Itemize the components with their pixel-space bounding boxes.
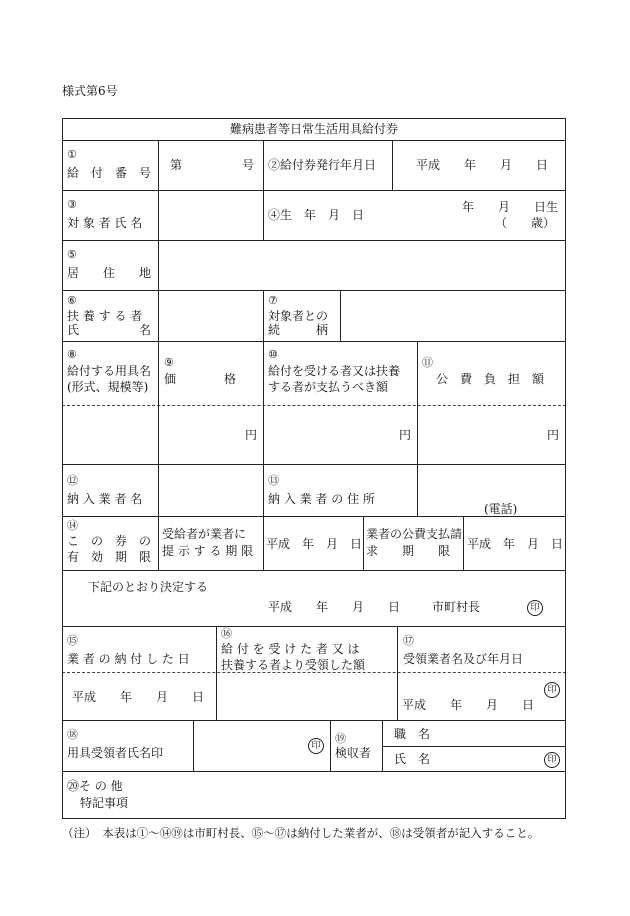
validity-label-2: 有 効 期 限 [67, 550, 152, 564]
rule [62, 118, 566, 119]
dashed-rule [62, 405, 566, 406]
field-number: ⑤ [67, 248, 77, 261]
rule [463, 516, 464, 571]
footnote: （注） 本表は①～⑭⑲は市町村長、⑮～⑰は納付した業者が、⑱は受領者が記入すること。 [62, 826, 540, 840]
claim-deadline-label-2: 求 期 限 [366, 544, 451, 558]
rule [158, 516, 159, 571]
rule [62, 720, 566, 721]
rule [382, 746, 566, 747]
special-notes-label: 特記事項 [80, 796, 129, 810]
received-amount-label: 給 付 を 受 け た 者 又 は [221, 642, 360, 656]
relationship-label: 対象者との [268, 309, 329, 323]
rule [330, 720, 331, 772]
rule [62, 190, 566, 191]
public-burden-label: 公 費 負 担 額 [436, 372, 545, 386]
seal-icon: 印 [544, 682, 560, 698]
issue-date-label: ②給付券発行年月日 [268, 158, 377, 172]
dob-value: 年 月 日生 [462, 200, 559, 214]
rule [62, 818, 566, 819]
claim-deadline-label: 業者の公費支払請 [366, 527, 463, 541]
present-deadline-label-2: 提 示 す る 期 限 [162, 544, 254, 558]
field-number: ⑧ [67, 348, 77, 361]
field-number: ⑨ [164, 356, 174, 369]
supporter-label: 扶 養 す る 者 [67, 309, 143, 323]
residence-label: 居 住 地 [67, 266, 152, 280]
dob-label: ④生 年 月 日 [268, 208, 365, 222]
rule [340, 290, 341, 342]
rule [62, 118, 63, 819]
seal-icon: 印 [308, 738, 324, 754]
other-text: そ の 他 [79, 779, 123, 793]
rule [62, 626, 566, 627]
validity-label: こ の 券 の [67, 534, 152, 548]
rule [193, 720, 194, 772]
phone-label: (電話) [484, 502, 518, 516]
delivery-date-value: 平成 年 月 日 [72, 690, 205, 704]
post-label: 職 名 [394, 727, 431, 741]
payable-label: 給付を受ける者又は扶養 [268, 364, 401, 378]
field-number: ① [67, 148, 77, 161]
rule [62, 570, 566, 571]
rule [158, 290, 159, 517]
item-name-label: 給付する用具名 [67, 364, 152, 378]
rule [263, 516, 264, 571]
field-number: ⑯ [221, 627, 232, 640]
rule [392, 140, 393, 191]
rule [158, 240, 159, 291]
field-number: ③ [67, 198, 77, 211]
field-number: ⑳ [67, 779, 80, 793]
form-title: 難病患者等日常生活用具給付券 [229, 122, 398, 136]
rule [62, 771, 566, 772]
name-label: 氏 名 [394, 752, 431, 766]
seal-icon: 印 [544, 752, 560, 768]
rule [216, 626, 217, 721]
mayor-label: 市町村長 [432, 600, 481, 614]
rule [363, 516, 364, 571]
price-label: 価 格 [164, 372, 237, 386]
seal-icon: 印 [527, 600, 543, 616]
vendor-address-label: 納 入 業 者 の 住 所 [268, 492, 375, 506]
decision-date: 平成 年 月 日 [268, 600, 401, 614]
claim-deadline-date: 平成 年 月 日 [467, 537, 564, 551]
field-number: ⑦ [268, 294, 278, 307]
receipt-vendor-label: 受領業者名及び年月日 [403, 652, 524, 666]
item-spec-label: (形式、規模等) [67, 380, 149, 394]
rule [417, 464, 418, 517]
decision-text: 下記のとおり決定する [88, 580, 209, 594]
supporter-name-label: 氏 名 [67, 323, 152, 337]
rule [382, 720, 383, 772]
form-number: 様式第6号 [62, 84, 118, 98]
subject-name-label: 対 象 者 氏 名 [67, 216, 143, 230]
field-number: ⑭ [67, 519, 78, 532]
field-number: ⑮ [67, 634, 78, 647]
field-number: ⑥ [67, 294, 77, 307]
relationship-label-2: 続 柄 [268, 323, 329, 337]
rule [62, 516, 566, 517]
rule [158, 140, 159, 241]
issue-date-value: 平成 年 月 日 [416, 158, 549, 172]
delivery-date-label: 業 者 の 納 付 し た 日 [67, 652, 190, 666]
received-amount-label-2: 扶養する者より受領した額 [221, 658, 366, 672]
other-label [67, 779, 123, 793]
field-number: ⑫ [67, 474, 78, 487]
receipt-date-value: 平成 年 月 日 [402, 698, 535, 712]
rule [565, 118, 566, 819]
inspector-label: 検収者 [335, 746, 372, 760]
rule [397, 626, 398, 721]
rule [62, 464, 566, 465]
yen-unit: 円 [547, 428, 560, 442]
rule [62, 341, 566, 342]
present-deadline-label: 受給者が業者に [162, 527, 247, 541]
dai-label: 第 [170, 158, 183, 172]
field-number: ⑱ [67, 728, 78, 741]
rule [62, 140, 566, 141]
go-label: 号 [242, 158, 255, 172]
dashed-rule [62, 672, 566, 673]
field-number: ⑰ [403, 634, 414, 647]
rule [263, 140, 264, 241]
present-deadline-date: 平成 年 月 日 [266, 537, 363, 551]
rule [417, 341, 418, 465]
vendor-name-label: 納 入 業 者 名 [67, 492, 143, 506]
rule [263, 290, 264, 517]
field-number: ⑲ [335, 732, 346, 745]
yen-unit: 円 [245, 428, 258, 442]
recipient-name-label: 用具受領者氏名印 [67, 746, 164, 760]
age-value: （ 歳） [495, 216, 556, 230]
payable-label-2: する者が支払うべき額 [268, 380, 389, 394]
rule [62, 240, 566, 241]
field-number: ⑩ [268, 348, 278, 361]
rule [62, 290, 566, 291]
yen-unit: 円 [399, 428, 412, 442]
field-number: ⑪ [422, 356, 433, 369]
field-number: ⑬ [268, 474, 279, 487]
grant-number-label: 給 付 番 号 [67, 166, 152, 180]
